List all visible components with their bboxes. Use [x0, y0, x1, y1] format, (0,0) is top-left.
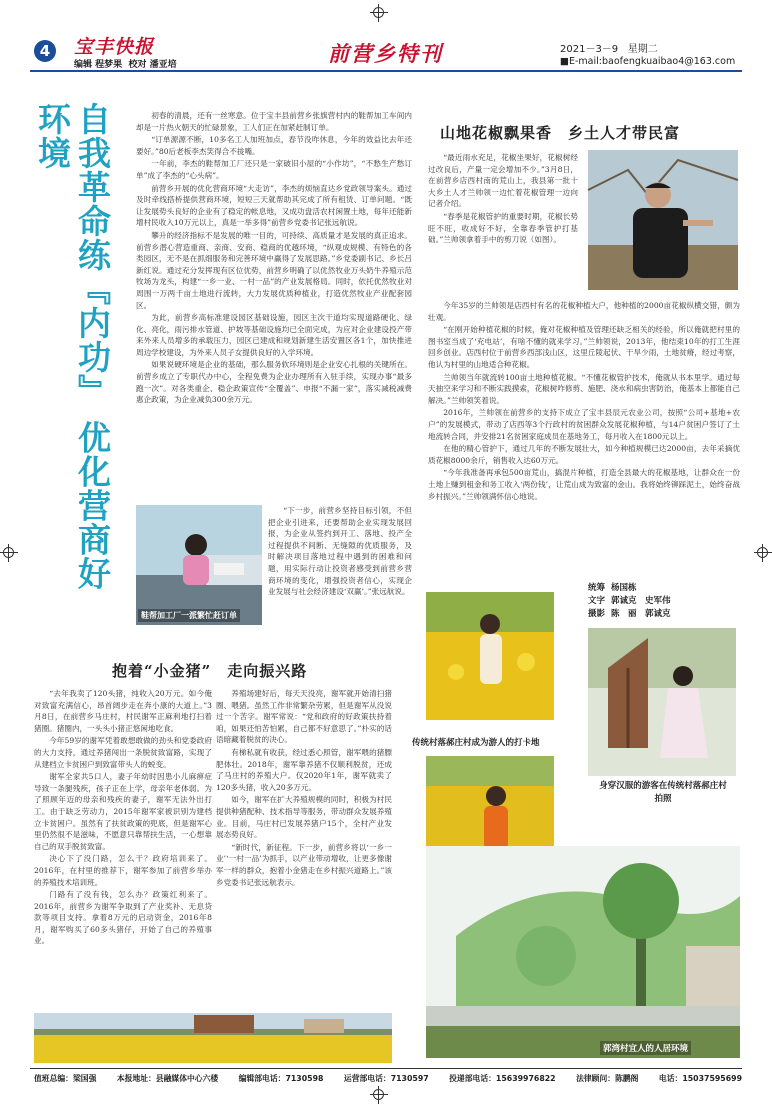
wall-photo-caption: 郭湾村宜人的人居环境 — [600, 1041, 691, 1055]
credit-line: 摄影 陈 丽 郭诚克 — [588, 609, 671, 619]
article1-paragraph: 前营乡开展的优化营商环境“大走访”，李杰的烦恼直达乡党政领导案头。通过及时牵线搭桥提供营商环境，短短三天就帮助其完成了所有租赁、订单问题。“既让发展势头良好的企业有了稳定的帐息地，又成功盘活农村闲置土地，每年还能新增村民收入10万元以上，真是一举多得”前营乡党委书记张远航说。 — [136, 183, 412, 228]
registration-mark — [754, 544, 772, 562]
article2-paragraph: “春季是花椒管护的重要时期，花椒长势旺不旺，收成好不好，全靠春季管护打基础。”兰帅领拿着手中的剪刀说（如图）。 — [428, 211, 578, 245]
registration-mark — [370, 1086, 388, 1104]
hanfu-circle-photo — [588, 628, 736, 776]
issue-date: 2021－3－9 星期二 — [560, 44, 658, 55]
section-title: 前营乡特刊 — [328, 41, 443, 66]
credit-line: 文字 郭诚克 史军伟 — [588, 596, 671, 606]
article3-paragraph: “去年我卖了120头猪，纯收入20万元。如今俺对致富充满信心，昂首阔步走在奔小康的大道上。”3月8日，在前营乡马庄村，村民谢军正麻利地打扫着猪圈。猪圈内，一头头小猪正悠闲地吃食。 — [34, 689, 212, 733]
article3-paragraph: 如今，谢军在扩大养殖规模的同时，积极为村民提供种猪配种、技术指导等服务，带动群众发展养殖业。目前，马庄村已发展养猪户15个，全村产业发展态势良好。 — [216, 795, 392, 840]
footer-item: 值班总编：梁国强 — [34, 1074, 97, 1083]
article3-paragraph: 门路有了没有钱，怎么办？政策红利来了。2016年，前营乡为谢军争取到了产业奖补、无息贷款等项目支持。拿着8万元的启动资金，2016年8月，谢军购买了60多头猪仔，开始了自己的养殖事业。 — [34, 890, 212, 946]
article2-paragraph: “最近雨水充足，花椒坐果好，花椒树经过改良后，产量一定会增加不少。”3月8日，在前营乡店西村南的荒山上，我县第一批十大乡土人才兰帅领一边忙着花椒管理一边向记者介绍。 — [428, 153, 578, 209]
article3-paragraph: 决心下了没门路，怎么干？政府培训来了。2016年，在村里的推荐下，谢军参加了前营乡举办的养殖技术培训班。 — [34, 854, 212, 887]
contact-email: ■E-mail:baofengkuaibao4@163.com — [560, 56, 736, 67]
article2-paragraph: 今年35岁的兰帅领是店西村有名的花椒种植大户，他种植的2000亩花椒纵横交错，颇为壮观。 — [428, 301, 740, 322]
paper-name: 宝丰快报 — [74, 36, 155, 58]
pepper-farmer-photo — [588, 150, 738, 290]
article3-body-left — [34, 688, 212, 1013]
article1-title: 自我革命练『内功』 优化营商好环境 — [33, 102, 112, 591]
article1-body — [136, 110, 412, 505]
rapeseed-field-photo — [34, 1013, 392, 1063]
article2-paragraph: 兰帅领当年就流转100亩土地种植花椒。“不懂花椒管护技术，俺就从书本里学。通过每天抽空来学习和不断实践摸索，花椒树咋修剪、施肥、浇水和病虫害防治，俺基本上都能自己解决。”兰帅领笑着说。 — [428, 372, 740, 405]
article1-paragraph: 攀升的经济指标不是发展的唯一目的，可持续、高质量才是发展的真正追求。前营乡潜心营造重商、亲商、安商、稳商的优越环境，“纵观成规模、有特色的各类园区，无不是在抓细服务和完善环境中赢得了发展思路。”乡党委副书记、乡长吕新红说。通过充分发挥现有区位优势，前营乡明确了以优然牧业万头奶牛养殖示范牧场为龙头，构建“一乡一业、一村一品”的产业发展格局。同时，依托优然牧业对周围一万两千亩土地进行流转，大力发展优质种植业，打造优然牧业产业配套园区。 — [136, 230, 412, 310]
credit-line: 统筹 杨国栋 — [588, 583, 637, 593]
workshop-photo — [136, 505, 262, 625]
article2-body-top — [428, 152, 578, 310]
article1-paragraph: “订单源源不断，10多名工人加班加点，春节没咋休息，今年的效益比去年还要好。”80后老板李杰笑得合不拢嘴。 — [136, 135, 412, 156]
footer-item: 法律顾问：陈鹏阁 — [576, 1074, 639, 1083]
footer-item: 电话：15037595699 — [658, 1074, 742, 1083]
registration-mark — [0, 544, 18, 562]
footer-item: 本报地址：县融媒体中心六楼 — [116, 1074, 219, 1083]
registration-mark — [370, 4, 388, 22]
article2-title: 山地花椒飘果香 乡土人才带民富 — [440, 124, 681, 142]
village-wall-photo — [426, 846, 740, 1058]
article2-paragraph: “在刚开始种植花椒的时候，俺对花椒种植及管理还缺乏相关的经验，所以俺就把村里的图书室当成了‘充电站’，有啥不懂的就来学习。”兰帅领说，2013年，他结束10年的打工生涯回乡创业。店西村位于前营乡西部浅山区，这里丘陵起伏、干旱少雨，土地贫瘠，经过考察，他认为村里的山地适合种花椒。 — [428, 325, 740, 369]
footer — [34, 1073, 742, 1084]
article2-paragraph: “今年我准备再承包500亩荒山，搞混片种植，打造全县最大的花椒基地，让群众在一份土地上赚到租金和务工收入‘两份钱’，让荒山成为致富的金山。我将始终铆踩泥土，始终奋战乡村振兴。”兰帅领满怀信心地说。 — [428, 468, 740, 501]
workshop-photo-caption: 鞋帮加工厂一派繁忙赶订单 — [138, 609, 240, 622]
article2-paragraph: 在他的精心管护下，通过几年的不断发展壮大，如今种植规模已达2000亩，去年采摘优质花椒8000余斤，销售收入达60万元。 — [428, 444, 740, 465]
article2-paragraph: 2016年，兰帅领在前营乡的支持下成立了宝丰县辰元农业公司，按照“公司+基地+农户”的发展模式，带动了店西等3个行政村的贫困群众发展花椒种植，与14户贫困户签订了土地流转合同，并安排21名贫困家庭成员在基地务工，每月收入在1800元以上。 — [428, 408, 740, 441]
footer-item: 运营部电话：7130597 — [343, 1074, 429, 1083]
article3-body-right — [216, 688, 392, 1008]
article1-paragraph: 初春的清晨，还有一丝寒意。位于宝丰县前营乡张旗营村内的鞋帮加工车间内却是一片热火朝天的忙碌景象，工人们正在加紧赶制订单。 — [136, 111, 412, 132]
article3-paragraph: 今年59岁的谢军凭着敢想敢做的劲头和党委政府的大力支持，通过养猪闯出一条脱贫致富路，实现了从建档立卡贫困户到致富带头人的蜕变。 — [34, 736, 212, 769]
header-rule — [30, 70, 742, 72]
article1-paragraph: 一年前，李杰的鞋帮加工厂还只是一家破旧小屋的“小作坊”，“不愁生产愁订单”成了李杰的“心头病”。 — [136, 159, 412, 180]
hanfu-photo-caption: 身穿汉服的游客在传统村落郝庄村拍照 — [599, 781, 727, 804]
article1-body-end — [268, 505, 412, 625]
flower-photo-caption: 传统村落郝庄村成为游人的打卡地 — [412, 738, 540, 748]
article3-paragraph: 养殖场建好后，每天天没亮，谢军就开始清扫猪圈、喂猪。虽然工作非常繁杂劳累，但是谢军从没说过一个苦字。谢军常说：“党和政府的好政策扶持着咱，如果还怕苦怕累，自己都不好意思了。”朴实的话语暗藏着脱贫的决心。 — [216, 689, 392, 745]
flower-field-circle-photo — [426, 592, 554, 720]
footer-item: 投递部电话：15639976822 — [449, 1074, 556, 1083]
article3-title: 抱着“小金猪” 走向振兴路 — [112, 662, 308, 680]
article1-paragraph: 如果说硬环境是企业的基础，那么服务软环境则是企业安心扎根的关键所在。前营乡成立了专职代办中心，全程免费为企业办理所有入驻手续，实现办事“最多跑一次”。对各类重企、稳企政策宣传“全覆盖”、申报“不漏一家”，落实减税减费惠企政策，为企业减负300余万元。 — [136, 360, 412, 405]
credits — [588, 582, 670, 621]
article1-paragraph: “下一步，前营乡坚持目标引领，不但把企业引进来，还要帮助企业实现发展回报，为企业从签约到开工、落地、投产全过程提供不间断、无缝隙的优质服务，及时解决项目落地过程中遇到的困难和问题，用实际行动让投资者感受到前营乡营商环境的变化，增强投资者信心，实现企业发展与社会经济建设‘双赢’。”张远航说。 — [268, 506, 412, 597]
footer-item: 编辑部电话：7130598 — [238, 1074, 324, 1083]
page-number: 4 — [34, 40, 56, 62]
article1-paragraph: 为此，前营乡高标准建设园区基础设施，园区主次干道均实现道路硬化、绿化、亮化，雨污排水管道、护坡等基础设施均已全面完成，为应对企业建设投产带来外来人员增多的承载压力，园区已建成和规划新建生活安置区各1个，加快推进周边学校建设，为外来人员子女提供良好的入学环境。 — [136, 313, 412, 357]
article3-paragraph: 谢军全家共5口人，妻子年幼时因患小儿麻痹症导致一条腿残疾，孩子正在上学，母亲年老体弱。为了照顾年迈的母亲和残疾的妻子，谢军无法外出打工。由于缺乏劳动力，2015年谢军家被识别为建档立卡贫困户。虽然有了扶贫政策的兜底，但是谢军心里仍然很不是滋味，不愿意只靠帮扶生活，一心想靠自己的双手脱贫致富。 — [34, 772, 212, 851]
article3-paragraph: “新时代，新征程。下一步，前营乡将以‘一乡一业’‘一村一品’为抓手，以产业带动增收，让更多像谢军一样的群众，抱着小金猪走在乡村振兴道路上。”该乡党委书记张远航表示。 — [216, 842, 392, 887]
editor-line: 编辑 程梦果 校对 潘亚培 — [74, 60, 177, 70]
article2-body — [428, 300, 740, 580]
article3-paragraph: 有梯私就有收获，经过悉心照管，谢军喂的猪膘肥体壮。2018年，谢军靠养猪不仅顺利脱贫，还成了马庄村的养殖大户。仅2020年1年，谢军就卖了120多头猪，收入20多万元。 — [216, 747, 392, 792]
footer-rule — [30, 1068, 742, 1069]
